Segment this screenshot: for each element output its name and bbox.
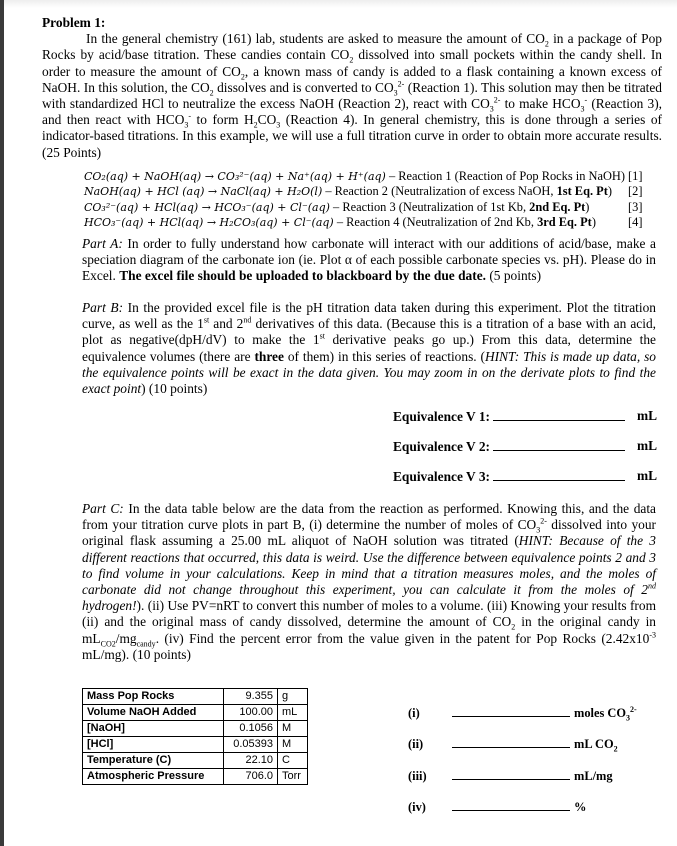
subscript: 3 — [276, 120, 281, 130]
ordinal-sup: nd — [648, 581, 656, 591]
subscript: candy — [136, 639, 156, 649]
ordinal-sup: nd — [243, 315, 252, 325]
reaction-number: [1] — [628, 169, 643, 183]
reaction-description: – Reaction 4 (Neutralization of 2nd Kb, — [333, 215, 538, 230]
reaction-equation: NaOH(aq) + HCl (aq) → NaCl(aq) + H₂O(l) — [84, 185, 323, 199]
part-a-emphasis: The excel file should be uploaded to blackboard by the due date. — [119, 268, 486, 284]
reaction-row — [84, 184, 644, 199]
answer-ii-field[interactable] — [408, 735, 618, 752]
reaction-data-table — [82, 688, 308, 785]
reaction-row — [84, 215, 644, 230]
reaction-equation: CO₃²⁻(aq) + HCl(aq) → HCO₃⁻(aq) + Cl⁻(aq) — [84, 200, 330, 214]
intro-text: in a package of Pop Rocks by acid/base titration. These candies contain CO — [42, 31, 662, 63]
intro-text: (Reaction 3), and then react with HCO — [42, 96, 662, 128]
answer-number: (iii) — [408, 769, 427, 783]
answer-unit: moles CO — [574, 706, 626, 720]
part-c-text: in the original candy in mL — [82, 614, 656, 646]
answer-blank[interactable] — [493, 408, 625, 421]
subscript: 2 — [209, 88, 214, 98]
row-label: [HCl] — [83, 737, 224, 753]
subscript: 2 — [511, 623, 516, 633]
part-c — [82, 501, 656, 663]
intro-text: In the general chemistry (161) lab, students are asked to measure the amount of CO — [86, 31, 545, 47]
exponent: -3 — [649, 630, 656, 640]
row-label: Mass Pop Rocks — [83, 689, 224, 705]
part-c-text: . (iv) Find the percent error from the value given in the patent for Pop Rocks (2.42x10 — [155, 630, 650, 646]
row-unit: mL — [278, 705, 308, 721]
part-c-text: dissolved into your original flask assuming a 25.00 mL aliquot of NaOH solution was titrated ( — [82, 517, 656, 549]
reaction-row — [84, 169, 644, 184]
part-c-points: mL/mg). (10 points) — [82, 646, 191, 662]
part-b-points: ) (10 points) — [141, 381, 208, 397]
ordinal-sup: st — [319, 331, 325, 341]
reaction-equation: HCO₃⁻(aq) + HCl(aq) → H₂CO₃(aq) + Cl⁻(aq) — [84, 216, 334, 230]
row-value: 706.0 — [224, 769, 278, 785]
subscript: 3 — [625, 713, 630, 723]
superscript: - — [188, 111, 192, 121]
equivalence-label: Equivalence V 3: — [393, 469, 490, 484]
reaction-description: – Reaction 1 (Reaction of Pop Rocks in NaOH) — [385, 169, 626, 183]
reaction-description: – Reaction 2 (Neutralization of excess NaOH, — [322, 184, 557, 199]
subscript: 2 — [253, 120, 258, 130]
answer-blank[interactable] — [452, 798, 570, 811]
answer-blank[interactable] — [493, 438, 625, 451]
part-c-hint: HINT: Because of the 3 different reactions that occurred, this data is weird. Use the difference between equivalence points 2 and 3 to find volume in your calculations. Keep in mind that a titration measures moles, and the moles of carbonate did not change throughout this experiment, you can calculate it from the moles of 2 — [82, 533, 656, 598]
reaction-list — [84, 169, 644, 231]
equivalence-v1-field[interactable] — [393, 408, 658, 425]
unit-label: mL — [637, 408, 658, 423]
answer-blank[interactable] — [452, 767, 570, 780]
subscript: 2 — [349, 56, 354, 66]
row-value: 9.355 — [224, 689, 278, 705]
subscript: 3 — [536, 525, 541, 535]
intro-text: , a known mass of candy is added to a flask containing a known excess of NaOH. In this solution, the CO — [42, 63, 662, 95]
row-label: Temperature (C) — [83, 753, 224, 769]
part-b-text: In the provided excel file is the pH titration data taken during this experiment. Plot the titration curve, as well as the 1 — [82, 300, 656, 332]
equivalence-point-label: 3rd Eq. Pt — [537, 215, 592, 230]
equivalence-v2-field[interactable] — [393, 438, 658, 455]
equivalence-label: Equivalence V 2: — [393, 439, 490, 454]
row-unit: M — [278, 721, 308, 737]
subscript: 3 — [489, 104, 494, 114]
row-unit: Torr — [278, 769, 308, 785]
table-row — [83, 705, 308, 721]
intro-text: to make HCO — [500, 96, 581, 112]
part-b — [82, 300, 656, 397]
part-a-text: In order to fully understand how carbonate will interact with our additions of acid/base, make a speciation diagram of the carbonate ion (ie. Plot α of each possible carbonate species vs. pH). Please do in Excel. — [82, 236, 656, 284]
superscript: - — [584, 95, 588, 105]
table-row — [83, 689, 308, 705]
answer-blank[interactable] — [452, 704, 570, 717]
equivalence-label: Equivalence V 1: — [393, 409, 490, 424]
subscript: 3 — [184, 120, 189, 130]
answer-number: (ii) — [408, 737, 424, 751]
table-row — [83, 737, 308, 753]
problem-title: Problem 1: — [42, 15, 106, 30]
answer-unit: mL/mg — [574, 769, 613, 783]
superscript: 2- — [397, 79, 405, 89]
unit-label: mL — [637, 468, 658, 483]
ordinal-sup: st — [203, 315, 210, 325]
row-unit: g — [278, 689, 308, 705]
answer-iv-field[interactable] — [408, 798, 586, 815]
answer-i-field[interactable] — [408, 704, 637, 721]
row-unit: C — [278, 753, 308, 769]
intro-text: (Reaction 1). This solution may then be titrated with standardized HCl to neutralize the excess NaOH (Reaction 2), react with CO — [42, 79, 662, 112]
table-row — [83, 769, 308, 785]
table-row — [83, 721, 308, 737]
superscript: 2- — [540, 516, 547, 526]
subscript: 2 — [544, 39, 549, 49]
answer-iii-field[interactable] — [408, 767, 613, 784]
part-c-hint: hydrogen! — [82, 598, 137, 614]
subscript: 2 — [240, 72, 245, 82]
reaction-number: [3] — [628, 199, 643, 214]
reaction-number: [2] — [628, 184, 643, 199]
reaction-description-end: ) — [607, 184, 612, 199]
reaction-description: – Reaction 3 (Neutralization of 1st Kb, — [329, 199, 530, 214]
part-c-label: Part C: — [82, 501, 124, 516]
row-unit: M — [278, 737, 308, 753]
reaction-row — [84, 200, 644, 215]
problem-intro — [42, 15, 662, 161]
row-value: 22.10 — [224, 753, 278, 769]
superscript: 2- — [629, 704, 637, 714]
part-c-text: ). (ii) Use PV=nRT to convert this number of moles to a volume. (iii) Knowing your results from (ii) and the original mass of candy dissolved, determine the amount of CO — [82, 598, 656, 630]
part-a-points: (5 points) — [486, 268, 542, 284]
reaction-equation: CO₂(aq) + NaOH(aq) → CO₃²⁻(aq) + Na⁺(aq) + H⁺(aq) — [84, 170, 386, 183]
row-value: 0.05393 — [224, 737, 278, 753]
part-c-text: /mg — [115, 630, 137, 646]
equivalence-point-label: 2nd Eq. Pt — [529, 199, 586, 214]
part-b-text: derivative peaks go up.) From this data, determine the equivalence volumes (there are — [82, 332, 656, 364]
table-row — [83, 753, 308, 769]
row-label: Atmospheric Pressure — [83, 769, 224, 785]
intro-text: dissolves and is converted to CO — [213, 79, 394, 95]
window-edge — [0, 0, 4, 846]
answer-number: (i) — [408, 706, 420, 720]
intro-text: CO — [257, 112, 277, 128]
equivalence-point-label: 1st Eq. Pt — [556, 184, 608, 199]
answer-blank[interactable] — [493, 468, 625, 481]
superscript: 2- — [493, 95, 501, 105]
part-b-emphasis: three — [254, 348, 284, 364]
part-b-hint: HINT: This is made up data, so the equivalence points will be exact in the data given. You may zoom in on the derivate plots to find the exact point — [82, 348, 656, 397]
part-b-label: Part B: — [82, 300, 124, 315]
part-a — [82, 236, 656, 285]
subscript: 3 — [393, 88, 398, 98]
unit-label: mL — [637, 438, 658, 453]
answer-unit: % — [574, 800, 587, 814]
part-c-text: In the data table below are the data from the reaction as performed. Knowing this, and the data from your titration curve plots in part B, (i) determine the number of moles of CO — [82, 501, 657, 533]
equivalence-v3-field[interactable] — [393, 468, 658, 485]
subscript: 3 — [580, 104, 585, 114]
subscript: CO2 — [100, 639, 116, 649]
part-b-text: derivatives of this data. (Because this is a titration of a base with an acid, plot as negative(dpH/dV) to make the 1 — [82, 316, 656, 348]
answer-number: (iv) — [408, 800, 426, 814]
reaction-number: [4] — [628, 215, 643, 230]
row-value: 100.00 — [224, 705, 278, 721]
row-label: [NaOH] — [83, 721, 224, 737]
page-top-shadow — [4, 0, 677, 8]
reaction-description-end: ) — [591, 215, 596, 230]
part-b-text: of them) in this series of reactions. ( — [283, 348, 485, 364]
intro-paragraph — [42, 31, 662, 161]
row-label: Volume NaOH Added — [83, 705, 224, 721]
reaction-description-end: ) — [585, 199, 590, 214]
intro-text: dissolved into small pockets within the candy shell. In order to measure the amount of CO — [42, 47, 662, 79]
row-value: 0.1056 — [224, 721, 278, 737]
part-b-text: and 2 — [209, 316, 244, 332]
part-a-label: Part A: — [82, 236, 123, 251]
subscript: 2 — [613, 744, 618, 754]
intro-text: (Reaction 4). In general chemistry, this is done through a series of indicator-based titrations. In this example, we will use a full titration curve in order to obtain more accurate results. (25 Points) — [42, 112, 662, 160]
intro-text: to form H — [191, 112, 254, 128]
answer-blank[interactable] — [452, 735, 570, 748]
answer-unit: mL CO — [574, 737, 614, 751]
